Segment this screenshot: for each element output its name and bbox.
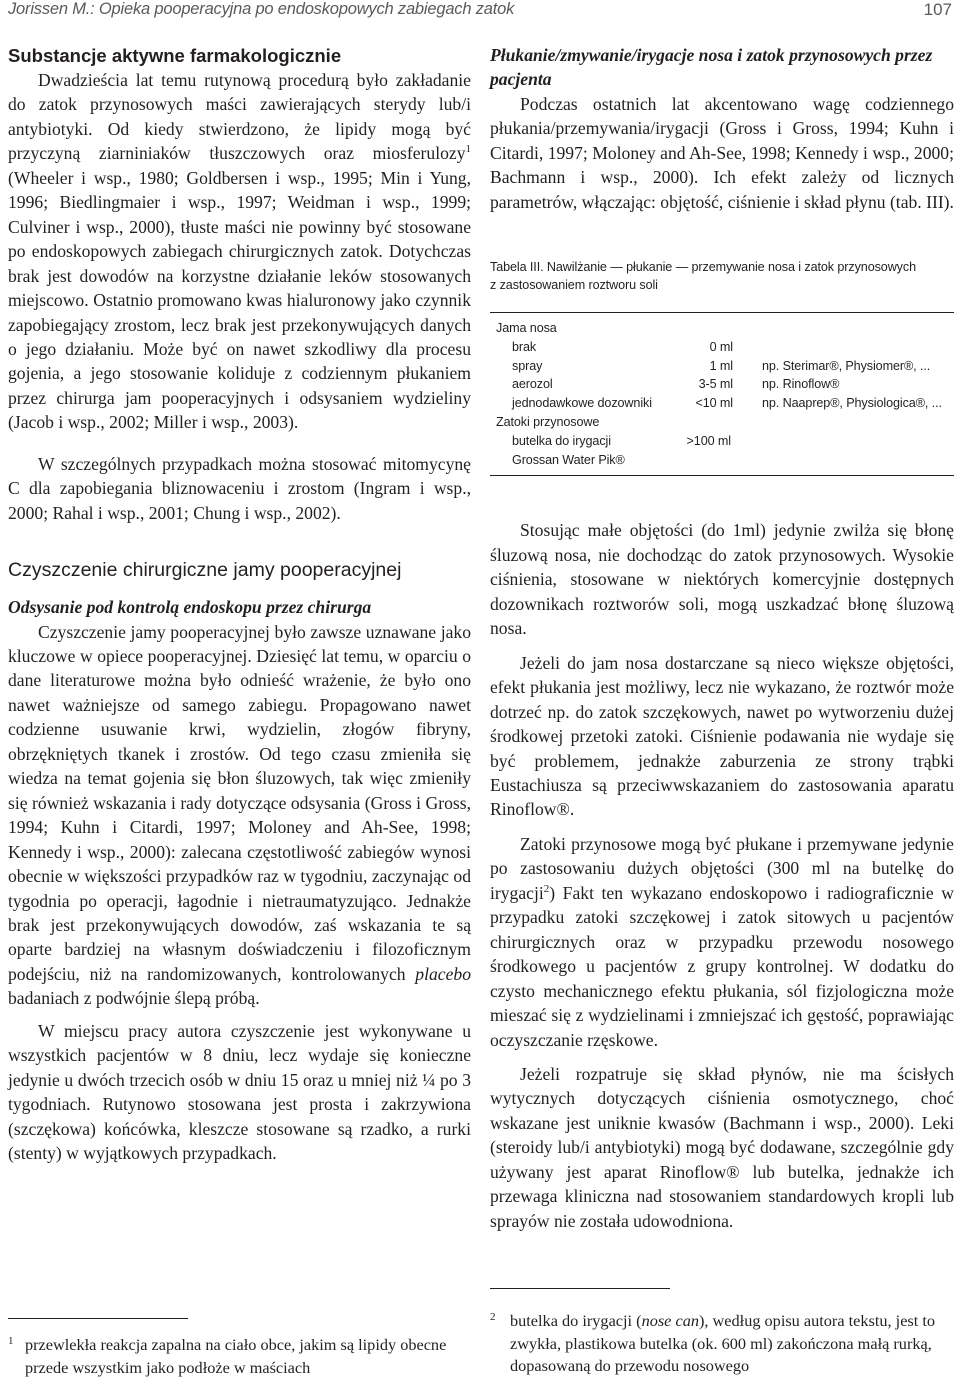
- footnote-2-text: [490, 1310, 954, 1378]
- footnote-2-text-b: ), według opisu autora tekstu, jest to zwykła, plastikowa butelka (ok. 600 ml) zakończona małą rurką, dopasowaną do przewodu nosowego: [510, 1311, 936, 1375]
- paragraph-4: W miejscu pracy autora czyszczenie jest wykonywane u wszystkich pacjentów w 8 dniu, lecz wydaje się konieczne jedynie u dwóch trzecich osób w dniu 15 oraz u mniej niż ¼ po 3 tygodniach. Rutynowo stosowana jest prosta i zakrzywiona (szczękowa) końcówka, kleszcze stosowane są rzadko, a rurki (stenty) w wyjątkowych przypadkach.: [8, 1020, 471, 1164]
- table-cell-volume: <10 ml: [695, 396, 733, 411]
- subheading-irrigation: Płukanie/zmywanie/irygacje nosa i zatok przynosowych przez pacjenta: [490, 45, 933, 90]
- section-heading-active-substances: Substancje aktywne farmakologicznie: [8, 45, 342, 66]
- table-row: [496, 375, 954, 394]
- table-cell-volume: 0 ml: [709, 339, 733, 354]
- table-section-sinuses: [496, 413, 954, 432]
- footnote-1-text: przewlekła reakcja zapalna na ciało obce, jakim są lipidy obecne przede wszystkim jako podłoże w maściach: [25, 1335, 447, 1377]
- table-caption: [490, 258, 954, 294]
- footnote-1-number: 1: [8, 1335, 14, 1347]
- table-cell-name: butelka do irygacji: [512, 433, 611, 448]
- table-caption-line-1: Tabela III. Nawilżanie — płukanie — przemywanie nosa i zatok przynosowych: [490, 260, 916, 275]
- paragraph-8-text-a: Zatoki przynosowe mogą być płukane i przemywane jedynie po zastosowaniu dużych objętości (300 ml na butelkę do irygacji: [490, 833, 954, 903]
- paragraph-1-text-b: (Wheeler i wsp., 1980; Goldbersen i wsp., 1995; Min i Yung, 1996; Biedlingmaier i wsp., 1997; Weidman i wsp., 1999; Culviner i wsp., 2000), tłuste maści nie powinny być stosowane po endoskopowych zabiegach chirurgicznych zatok. Dotychczas brak jest dowodów na korzystne działanie leków stosowanych miejscowo. Ostatnio promowano kwas hialuronowy jako czynnik zapobiegający zrostom, lecz brak jest przekonywujących danych o jego działaniu. Może być on nawet szkodliwy dla procesu gojenia, a jego stosowanie koliduje z codziennym płukaniem przez chirurga jam pooperacyjnych i odsysaniem wydzieliny (Jacob i wsp., 2002; Miller i wsp., 2003).: [8, 167, 471, 433]
- table-row: [496, 451, 954, 470]
- section-heading-surgical-cleaning: Czyszczenie chirurgiczne jamy pooperacyjnej: [8, 559, 402, 582]
- table-cell-volume: >100 ml: [686, 433, 731, 448]
- paragraph-2: W szczególnych przypadkach można stosować mitomycynę C dla zapobiegania bliznowaceniu i zrostom (Ingram i wsp., 2000; Rahal i wsp., 2001; Chung i wsp., 2002).: [8, 453, 471, 523]
- footnote-2-italic: nose can: [641, 1311, 699, 1330]
- subheading-suction: Odsysanie pod kontrolą endoskopu przez chirurga: [8, 597, 372, 618]
- paragraph-3-italic: placebo: [415, 963, 471, 984]
- table-section-label: Zatoki przynosowe: [496, 415, 600, 430]
- paragraph-3-text-a: Czyszczenie jamy pooperacyjnej było zawsze uznawane jako kluczowe w opiece pooperacyjnej. Dziesięć lat temu, w oparciu o dane literaturowe można było odnieść wrażenie, że było ono nawet ważniejsze od samego zabiegu. Propagowano nawet codzienne usuwanie krwi, wydzielin, złogów fibryny, obrzękniętych tkanek i zrostów. Od tego czasu zmieniła się wiedza na temat gojenia się błon śluzowych, tak więc zmieniły się również wskazania i rady dotyczące odsysania (Gross i Gross, 1994; Kuhn i Citardi, 1997; Moloney and Ah-See, 1998; Kennedy i wsp., 2000): zalecana częstotliwość zabiegów wynosi obecnie w większości przypadków raz w tygodniu, zaczynając od tygodnia po operacji, łagodnie i nietraumatyzująco. Jednakże brak jest przekonywujących dowodów, zaś wskazania te są oparte bardziej na własnym doświadczeniu i filozoficznym podejściu, niż na randomizowanych, kontrolowanych: [8, 621, 471, 984]
- paragraph-1-text-a: Dwadzieścia lat temu rutynową procedurą było zakładanie do zatok przynosowych maści zawierających sterydy lub/i antybiotyki. Od kiedy stwierdzono, że lipidy mogą być przyczyną ziarniniaków tłuszczowych oraz miosferulozy: [8, 70, 471, 164]
- paragraph-3-text-b: badaniach z podwójnie ślepą próbą.: [8, 988, 260, 1009]
- page-number: 107: [923, 0, 952, 19]
- table-cell-name: aerozol: [512, 377, 553, 392]
- table-iii: [490, 312, 954, 476]
- paragraph-3: [8, 620, 471, 1011]
- table-row: [496, 357, 954, 376]
- right-column: [490, 43, 954, 1233]
- table-row: [496, 432, 954, 451]
- footnote-1: [8, 1334, 471, 1379]
- footnote-rule-right: [490, 1288, 670, 1289]
- table-section-label: Jama nosa: [496, 321, 557, 336]
- running-header: [8, 0, 952, 24]
- paragraph-9: Jeżeli rozpatruje się skład płynów, nie ma ścisłych wytycznych dotyczących ciśnienia osmotycznego, choć wskazane jest uniknie kwasów (Bachmann i wsp., 2000). Leki (steroidy lub/i antybiotyki) mogą być dodawane, szczególnie gdy używany jest aparat Rinoflow® lub butelka, jednakże ich przewaga kliniczna nad stosowaniem standardowych kropli lub sprayów nie została udowodniona.: [490, 1063, 954, 1231]
- table-cell-name: jednodawkowe dozowniki: [512, 396, 652, 411]
- table-caption-line-2: z zastosowaniem roztworu soli: [490, 278, 658, 293]
- table-cell-volume: 1 ml: [709, 358, 733, 373]
- table-cell-volume: 3-5 ml: [698, 377, 733, 392]
- footnote-ref-1: 1: [465, 143, 471, 156]
- table-cell-example: np. Naaprep®, Physiologica®, ...: [762, 396, 942, 411]
- paragraph-1: [8, 68, 471, 435]
- paragraph-8: [490, 832, 954, 1052]
- table-cell-example: np. Sterimar®, Physiomer®, ...: [762, 358, 931, 373]
- paragraph-8-text-b: ) Fakt ten wykazano endoskopowo i radiograficznie w przypadku zatoki szczękowej i zatok sitowych u pacjentów chirurgicznych oraz w przypadku przewodu nosowego środkowego u pacjentów z grupy kontrolnej. W dodatku do czysto mechanicznego efektu płukania, sól fizjologiczna może mieszać się z wydzielinami i zmniejszać ich gęstość, poprawiając oczyszczanie rzęskowe.: [490, 882, 954, 1050]
- table-cell-name: Grossan Water Pik®: [512, 452, 625, 467]
- table-cell-example: np. Rinoflow®: [762, 377, 840, 392]
- paragraph-6: Stosując małe objętości (do 1ml) jedynie zwilża się błonę śluzową nosa, nie dochodząc do zatok przynosowych. Wysokie ciśnienia, stosowane w niektórych komercyjnie dostępnych dozownikach roztworów soli, mogą uszkadzać błonę śluzową nosa.: [490, 520, 954, 639]
- table-row: [496, 394, 954, 413]
- paragraph-7: Jeżeli do jam nosa dostarczane są nieco większe objętości, efekt płukania jest możliwy, lecz nie wykazano, że roztwór może dotrzeć np. do zatok szczękowych, nawet po wytworzeniu dużej środkowej przetoki zatoki. Ciśnienie podawania nie wydaje się być problemem, jednakże zaburzenia ze strony trąbki Eustachiusza są przeciwwskazaniem do zastosowania aparatu Rinoflow®.: [490, 652, 954, 820]
- footnote-2: [490, 1310, 954, 1378]
- footnote-ref-2: 2: [543, 882, 550, 895]
- table-section-nasal-cavity: [496, 319, 954, 338]
- footnote-rule-left: [8, 1318, 188, 1319]
- left-column: [8, 43, 471, 1166]
- paragraph-5: Podczas ostatnich lat akcentowano wagę codziennego płukania/przemywania/irygacji (Gross i Gross, 1994; Kuhn i Citardi, 1997; Moloney and Ah-See, 1998; Kennedy i wsp., 2000; Bachmann i wsp., 2000). Ich efekt zależy od licznych parametrów, włączając: objętość, ciśnienie i skład płynu (tab. III).: [490, 93, 954, 212]
- running-title: Jorissen M.: Opieka pooperacyjna po endoskopowych zabiegach zatok: [8, 0, 515, 18]
- footnote-2-text-a: butelka do irygacji (: [510, 1311, 642, 1330]
- table-cell-name: spray: [512, 358, 543, 373]
- footnote-2-number: 2: [490, 1311, 496, 1323]
- table-row: [496, 338, 954, 357]
- table-cell-name: brak: [512, 339, 537, 354]
